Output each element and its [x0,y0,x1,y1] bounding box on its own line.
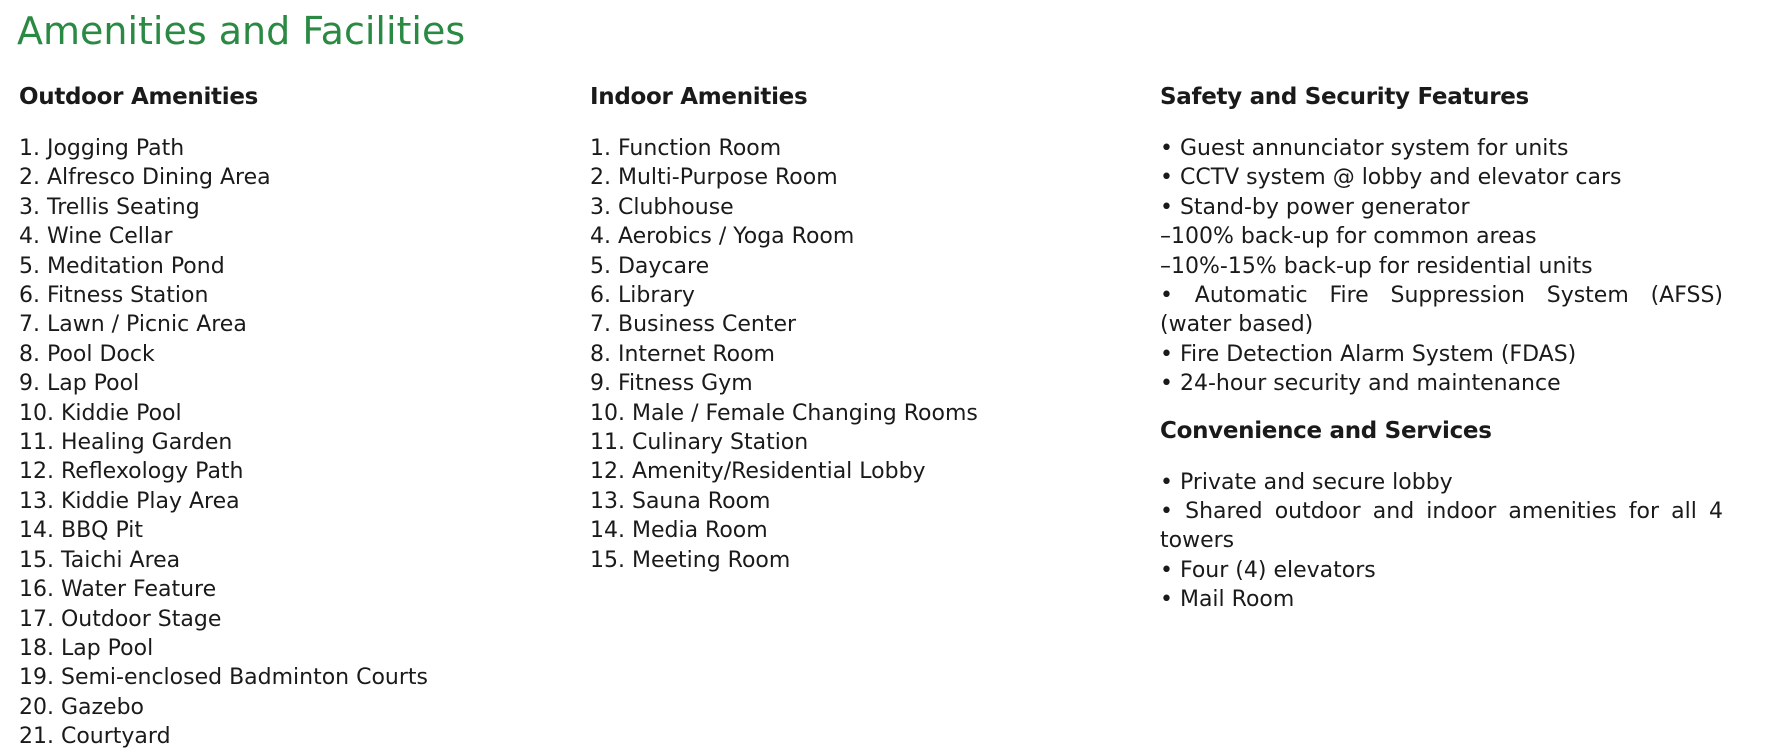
list-item: 11. Healing Garden [19,430,233,456]
list-item: 13. Kiddie Play Area [19,488,240,514]
list-item: 7. Lawn / Picnic Area [19,312,247,338]
list-item: 9. Fitness Gym [590,371,753,397]
list-item: 6. Fitness Station [19,283,209,309]
list-item: • Shared outdoor and indoor amenities for all 4 towers [1160,499,1723,554]
list-item: 17. Outdoor Stage [19,606,222,632]
indoor-amenities-list [590,134,1130,575]
safety-security-list [1160,134,1723,399]
list-item: 4. Aerobics / Yoga Room [590,224,855,250]
list-item: 1. Function Room [590,136,782,161]
list-item: • Private and secure lobby [1160,469,1453,495]
list-item: 8. Internet Room [590,341,775,367]
convenience-services-heading: Convenience and Services [1160,417,1492,444]
list-item: 6. Library [590,283,695,309]
list-item: 20. Gazebo [19,694,145,720]
list-item: 15. Taichi Area [19,547,181,573]
list-item: 2. Alfresco Dining Area [19,165,271,191]
list-item: 10. Male / Female Changing Rooms [590,400,978,426]
outdoor-amenities-section [19,80,559,752]
list-item: 15. Meeting Room [590,547,791,573]
list-item: 4. Wine Cellar [19,224,173,250]
page-title: Amenities and Facilities [17,9,466,53]
indoor-amenities-heading: Indoor Amenities [590,84,808,110]
list-item: • Fire Detection Alarm System (FDAS) [1160,341,1577,367]
list-item: –100% back-up for common areas [1160,224,1537,250]
convenience-services-list [1160,468,1723,615]
safety-security-heading: Safety and Security Features [1160,84,1529,110]
safety-security-section [1160,80,1723,615]
list-item: 8. Pool Dock [19,341,155,367]
outdoor-amenities-list [19,134,559,752]
list-item: 3. Trellis Seating [19,194,200,220]
indoor-amenities-section [590,80,1130,575]
list-item: • 24-hour security and maintenance [1160,371,1561,397]
list-item: 5. Meditation Pond [19,253,225,279]
list-item: • Automatic Fire Suppression System (AFSS) (water based) [1160,283,1723,338]
list-item: • Four (4) elevators [1160,557,1376,583]
list-item: 2. Multi-Purpose Room [590,165,838,191]
list-item: 3. Clubhouse [590,194,734,220]
list-item: 12. Reflexology Path [19,459,244,485]
list-item: –10%-15% back-up for residential units [1160,253,1593,279]
list-item: 9. Lap Pool [19,371,140,397]
list-item: 19. Semi-enclosed Badminton Courts [19,665,429,691]
list-item: 12. Amenity/Residential Lobby [590,459,926,485]
list-item: • CCTV system @ lobby and elevator cars [1160,165,1622,191]
list-item: 21. Courtyard [19,724,171,750]
list-item: • Guest annunciator system for units [1160,136,1569,161]
list-item: 7. Business Center [590,312,797,338]
outdoor-amenities-heading: Outdoor Amenities [19,84,259,110]
list-item: 10. Kiddie Pool [19,400,182,426]
list-item: 18. Lap Pool [19,635,154,661]
list-item: 16. Water Feature [19,577,217,603]
list-item: 11. Culinary Station [590,430,809,456]
list-item: • Mail Room [1160,587,1295,613]
list-item: 14. BBQ Pit [19,518,143,544]
list-item: 13. Sauna Room [590,488,771,514]
list-item: • Stand-by power generator [1160,194,1470,220]
list-item: 14. Media Room [590,518,768,544]
list-item: 5. Daycare [590,253,710,279]
list-item: 1. Jogging Path [19,136,185,161]
